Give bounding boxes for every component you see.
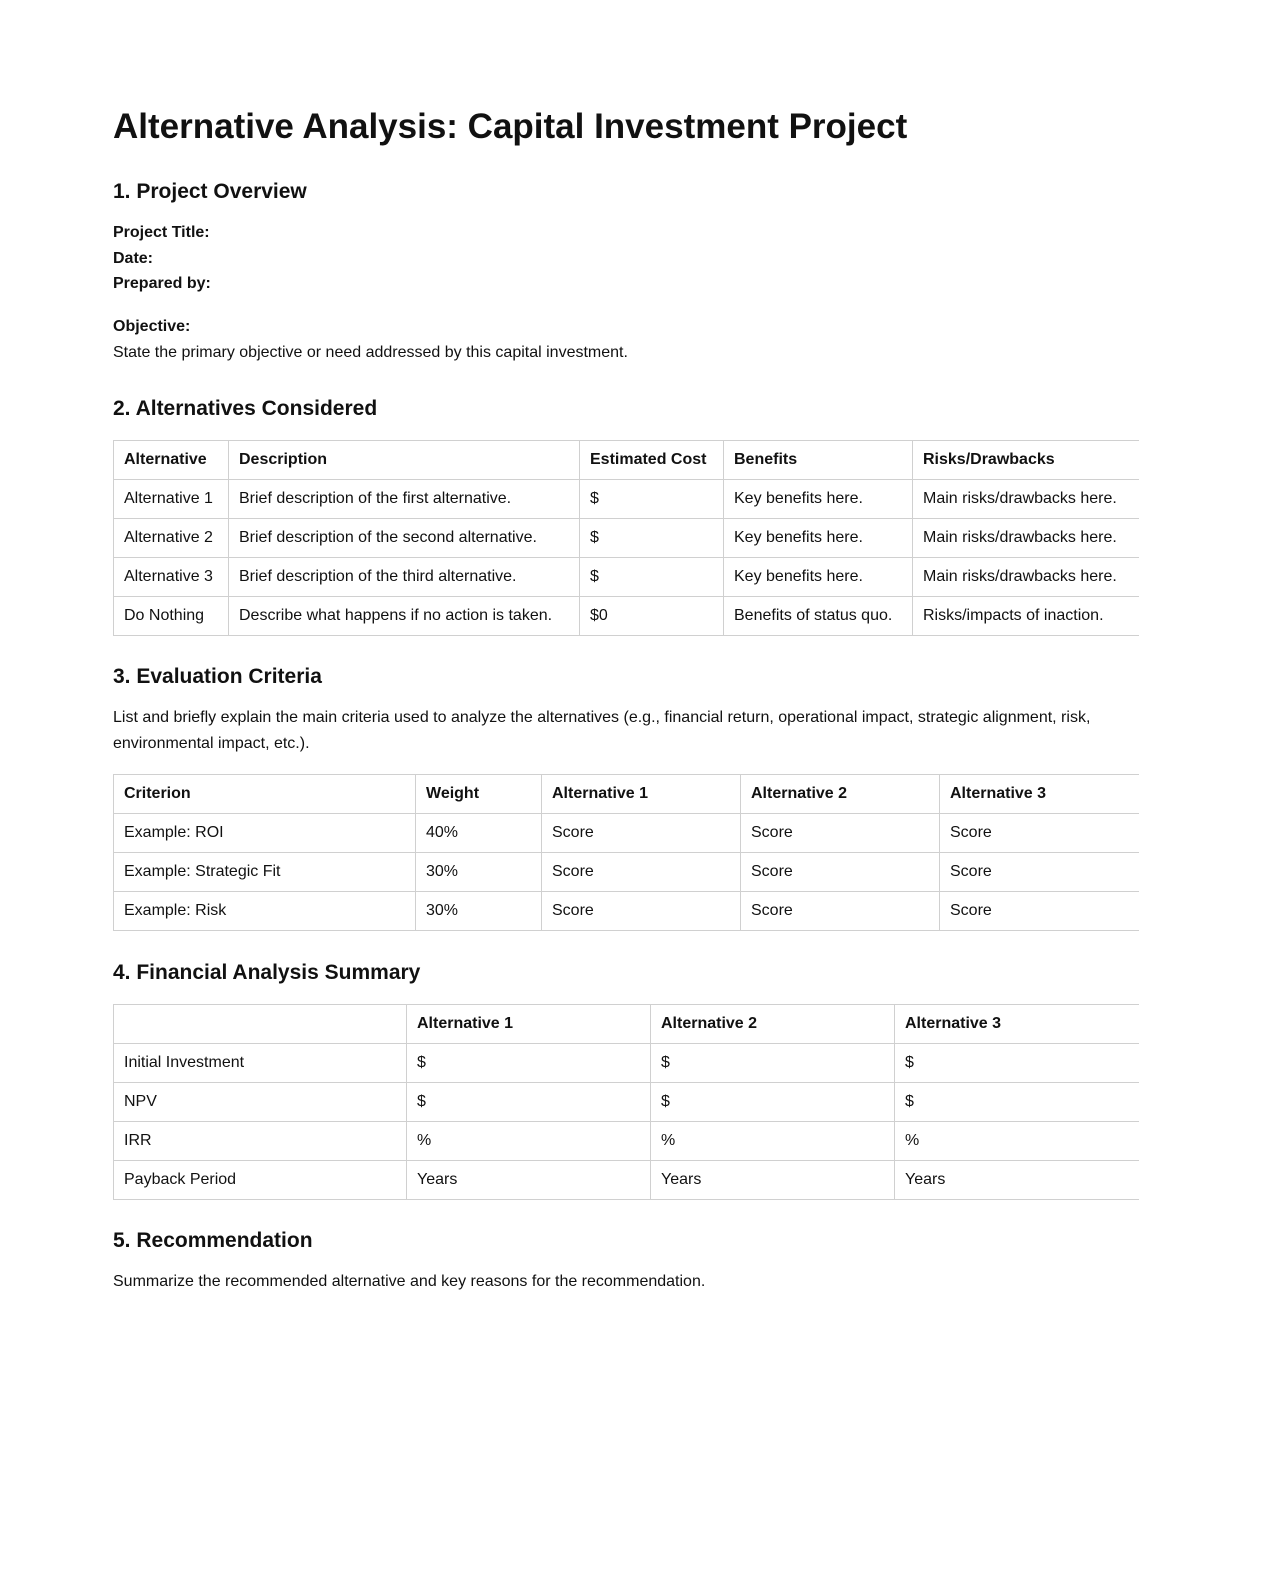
column-header: Weight [416, 775, 542, 814]
section-heading-criteria: 3. Evaluation Criteria [113, 665, 322, 688]
table-row [114, 892, 1140, 931]
table-cell: Main risks/drawbacks here. [913, 519, 1140, 558]
column-header: Alternative 2 [741, 775, 940, 814]
criteria-table [113, 774, 1139, 931]
objective-label: Objective: [113, 318, 191, 335]
table-cell: % [407, 1122, 651, 1161]
table-row [114, 853, 1140, 892]
column-header: Alternative 1 [407, 1005, 651, 1044]
table-cell: Initial Investment [114, 1044, 407, 1083]
table-header-row [114, 441, 1140, 480]
table-cell: Score [741, 814, 940, 853]
criteria-intro: List and briefly explain the main criteria used to analyze the alternatives (e.g., financial return, operational impact, strategic alignment, risk, environmental impact, etc.). [113, 709, 1091, 752]
table-row [114, 1083, 1140, 1122]
column-header: Criterion [114, 775, 416, 814]
table-row [114, 519, 1140, 558]
table-cell: $ [580, 519, 724, 558]
table-cell: Do Nothing [114, 597, 229, 636]
table-cell: Alternative 2 [114, 519, 229, 558]
column-header: Alternative 3 [940, 775, 1140, 814]
section-heading-recommendation: 5. Recommendation [113, 1229, 313, 1252]
section-heading-overview: 1. Project Overview [113, 180, 307, 203]
table-cell: Score [741, 892, 940, 931]
table-cell: Payback Period [114, 1161, 407, 1200]
table-cell: Example: Strategic Fit [114, 853, 416, 892]
table-cell: Score [542, 853, 741, 892]
table-cell: $ [895, 1083, 1140, 1122]
table-cell: Key benefits here. [724, 480, 913, 519]
table-header-row [114, 1005, 1140, 1044]
table-cell: $ [580, 480, 724, 519]
table-cell: Brief description of the third alternative. [229, 558, 580, 597]
table-cell: Describe what happens if no action is taken. [229, 597, 580, 636]
table-row [114, 597, 1140, 636]
table-cell: Score [940, 814, 1140, 853]
section-heading-alternatives: 2. Alternatives Considered [113, 397, 378, 420]
table-cell: IRR [114, 1122, 407, 1161]
table-cell: Years [407, 1161, 651, 1200]
table-cell: Main risks/drawbacks here. [913, 480, 1140, 519]
column-header: Alternative [114, 441, 229, 480]
table-cell: Main risks/drawbacks here. [913, 558, 1140, 597]
table-cell: Risks/impacts of inaction. [913, 597, 1140, 636]
table-cell: 40% [416, 814, 542, 853]
table-row [114, 558, 1140, 597]
document-page [113, 0, 1139, 1292]
column-header: Alternative 3 [895, 1005, 1140, 1044]
column-header: Benefits [724, 441, 913, 480]
section-heading-financial: 4. Financial Analysis Summary [113, 961, 421, 984]
project-title-label: Project Title: [113, 224, 210, 241]
column-header: Estimated Cost [580, 441, 724, 480]
table-cell: Key benefits here. [724, 519, 913, 558]
table-cell: Brief description of the second alternative. [229, 519, 580, 558]
column-header [114, 1005, 407, 1044]
table-cell: Brief description of the first alternative. [229, 480, 580, 519]
table-cell: Alternative 3 [114, 558, 229, 597]
table-cell: Score [741, 853, 940, 892]
table-cell: % [651, 1122, 895, 1161]
table-cell: Example: ROI [114, 814, 416, 853]
column-header: Risks/Drawbacks [913, 441, 1140, 480]
date-label: Date: [113, 249, 154, 267]
table-cell: $ [895, 1044, 1140, 1083]
table-cell: $0 [580, 597, 724, 636]
table-cell: $ [651, 1044, 895, 1083]
prepared-by-label: Prepared by: [113, 275, 211, 292]
table-row [114, 1122, 1140, 1161]
table-cell: Example: Risk [114, 892, 416, 931]
table-cell: 30% [416, 853, 542, 892]
table-cell: $ [651, 1083, 895, 1122]
column-header: Description [229, 441, 580, 480]
table-cell: NPV [114, 1083, 407, 1122]
table-row [114, 1044, 1140, 1083]
table-cell: Score [542, 814, 741, 853]
table-cell: Benefits of status quo. [724, 597, 913, 636]
table-row [114, 814, 1140, 853]
alternatives-table [113, 440, 1139, 636]
table-cell: Years [651, 1161, 895, 1200]
table-cell: $ [407, 1044, 651, 1083]
column-header: Alternative 2 [651, 1005, 895, 1044]
table-cell: Score [940, 892, 1140, 931]
recommendation-text: Summarize the recommended alternative and key reasons for the recommendation. [113, 1273, 706, 1290]
document-title: Alternative Analysis: Capital Investment Project [113, 107, 908, 146]
table-cell: Score [542, 892, 741, 931]
table-cell: % [895, 1122, 1140, 1161]
table-row [114, 1161, 1140, 1200]
table-cell: Key benefits here. [724, 558, 913, 597]
column-header: Alternative 1 [542, 775, 741, 814]
table-cell: Years [895, 1161, 1140, 1200]
table-row [114, 480, 1140, 519]
table-cell: $ [580, 558, 724, 597]
table-cell: Alternative 1 [114, 480, 229, 519]
table-header-row [114, 775, 1140, 814]
table-cell: 30% [416, 892, 542, 931]
table-cell: Score [940, 853, 1140, 892]
objective-text: State the primary objective or need addressed by this capital investment. [113, 344, 628, 361]
table-cell: $ [407, 1083, 651, 1122]
financial-table [113, 1004, 1139, 1200]
